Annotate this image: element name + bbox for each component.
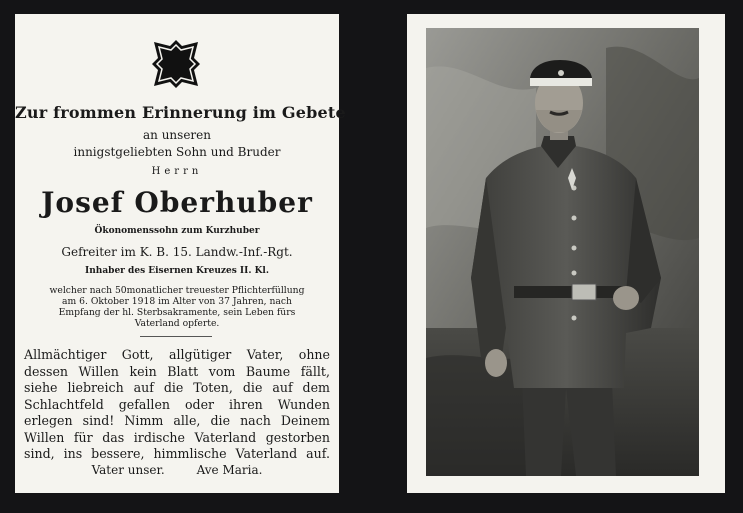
death-notice-line: Empfang der hl. Sterbsakramente, sein Leben fürs [58,307,296,318]
deceased-name: Josef Oberhuber [41,186,313,219]
prayer-line: Allmächtiger Gott, allgütiger Vater, ohne [24,347,330,362]
prayer-paragraph [24,347,330,463]
prayer-line: Schlachtfeld gefallen oder ihren Wunden [24,396,330,412]
prayer-line: siehe liebreich auf die Toten, die auf dem [24,380,330,395]
rank-line: Gefreiter im K. B. 15. Landw.-Inf.-Rgt. [61,245,293,259]
prayer-line: sind, ins bessere, himmlische Vaterland auf. [24,446,330,461]
prayer-line: Willen für das irdische Vaterland gestorben [24,429,330,445]
death-notice-line: am 6. Oktober 1918 im Alter von 37 Jahren, nach [62,296,292,307]
iron-cross-icon [148,36,204,92]
subheading-relation: innigstgeliebten Sohn und Bruder [73,145,281,159]
decoration-line: Inhaber des Eisernen Kreuzes II. Kl. [85,266,269,276]
subheading-an-unseren: an unseren [143,128,211,142]
prayer-line: erlegen sind! Nimm alle, die nach Deinem [24,413,330,428]
heading: Zur frommen Erinnerung im Gebete [15,103,346,122]
footer-ave-maria: Ave Maria. [196,463,263,477]
divider [140,336,212,337]
prayer-line: dessen Willen kein Blatt vom Baume fällt, [24,363,330,379]
honorific: Herrn [151,166,203,177]
death-notice-line: welcher nach 50monatlicher treuester Pflichterfüllung [49,285,305,296]
death-notice-line: Vaterland opferte. [134,318,220,329]
soldier-portrait-photo [426,28,699,476]
closing-prayers [15,463,339,477]
footer-vater-unser: Vater unser. [91,463,165,477]
occupation-line: Ökonomenssohn zum Kurzhuber [94,226,260,236]
death-notice-paragraph [24,285,330,329]
